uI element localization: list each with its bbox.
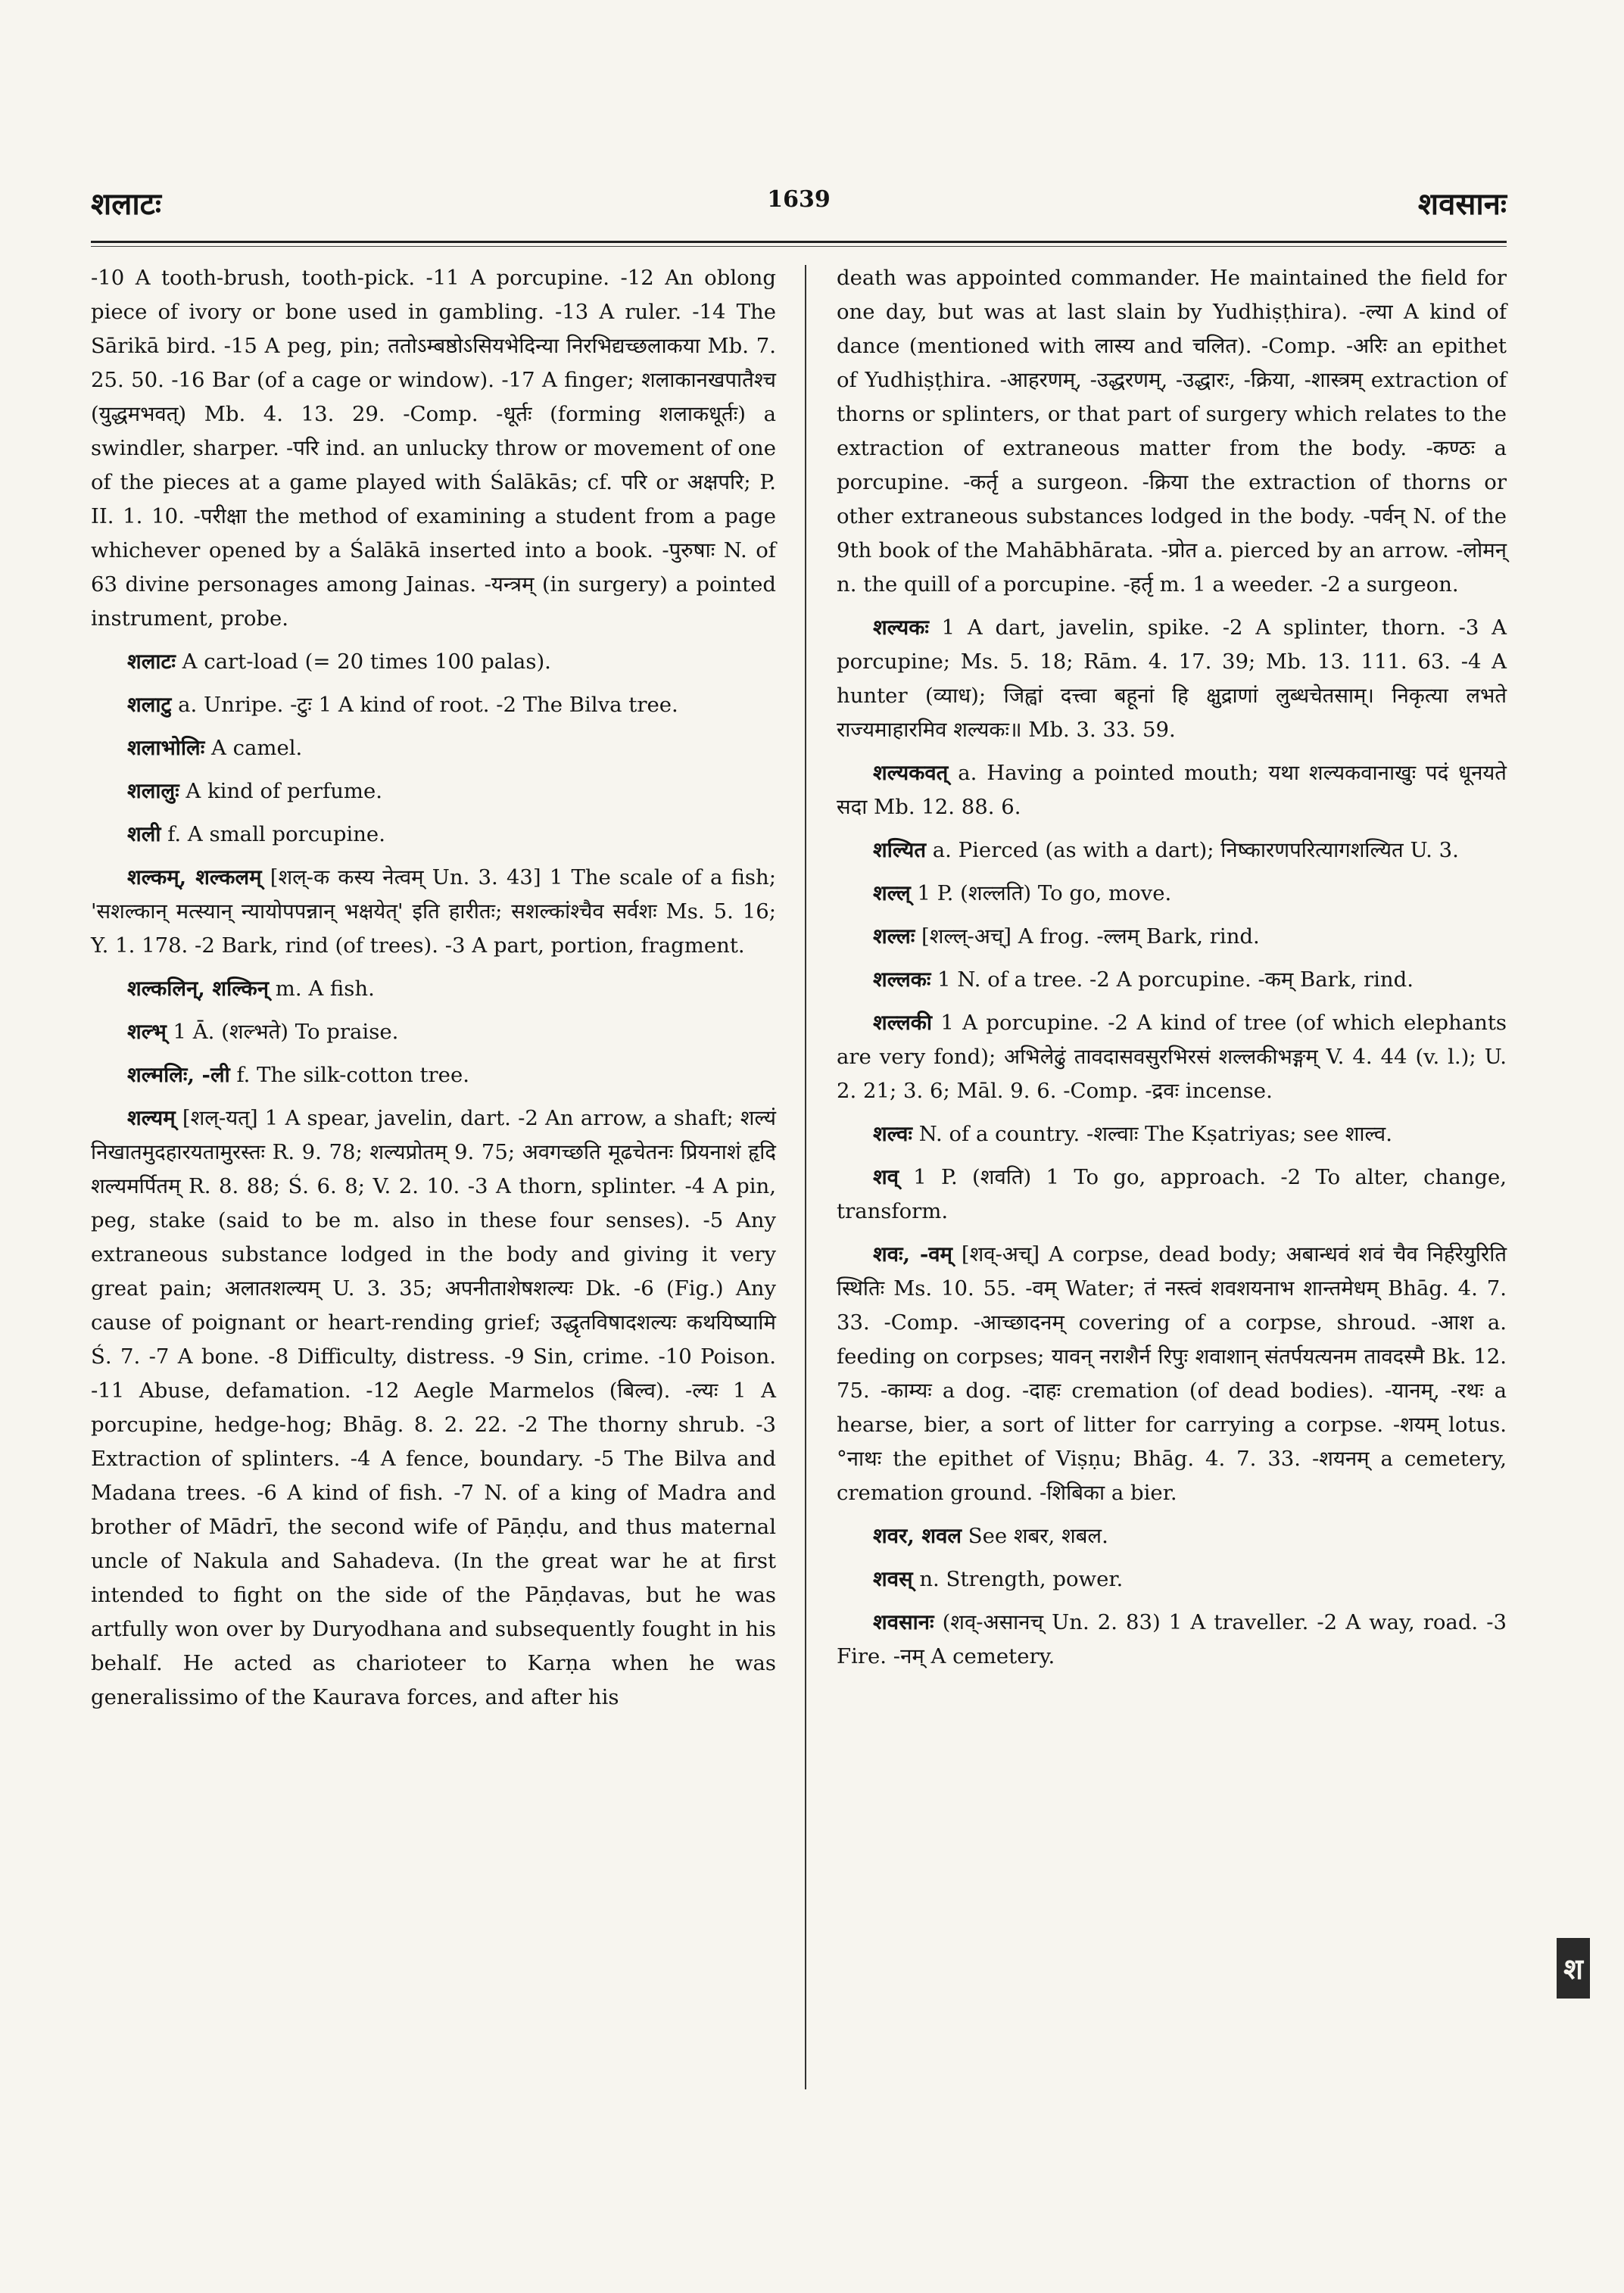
entry-definition: 1 A porcupine. -2 A kind of tree (of which elephants are very fond); अभिलेढुं तावदासवसुरभिरसं शल्लकीभङ्गम् V. 4. 44 (v. l.); U. 2. 21; 3. 6; Māl. 9. 6. -Comp. -द्रवः incense. xyxy=(837,1011,1507,1103)
dictionary-entry xyxy=(837,611,1507,747)
headword: शल्यम् xyxy=(127,1106,176,1130)
headword: शल्वः xyxy=(873,1122,912,1146)
entry-definition: 1 Ā. (शल्भते) To praise. xyxy=(166,1020,399,1044)
entry-definition: See शबर, शबल. xyxy=(962,1524,1108,1548)
dictionary-entry xyxy=(837,1606,1507,1674)
headword: शलाभोलिः xyxy=(127,736,205,760)
entry-definition: m. A fish. xyxy=(269,977,375,1001)
entry-definition: 1 P. (शवति) 1 To go, approach. -2 To alter, change, transform. xyxy=(837,1165,1507,1223)
dictionary-entry xyxy=(91,1015,776,1049)
dictionary-entry xyxy=(837,920,1507,954)
headword: शल्यित xyxy=(873,838,927,862)
entry-definition: 1 P. (शल्लति) To go, move. xyxy=(910,881,1172,905)
dictionary-entry xyxy=(837,1117,1507,1151)
headword: शल्यकः xyxy=(873,615,929,640)
headword: शल्भ् xyxy=(127,1020,167,1044)
entry-definition: f. The silk-cotton tree. xyxy=(229,1063,469,1087)
dictionary-entry xyxy=(91,688,776,722)
dictionary-entry xyxy=(837,1519,1507,1553)
dictionary-entry xyxy=(837,756,1507,824)
entry-definition: A camel. xyxy=(204,736,303,760)
header-rule xyxy=(91,241,1507,247)
entry-definition: [शल्-क कस्य नेत्वम् Un. 3. 43] 1 The scale of a fish; 'सशल्कान् मत्स्यान् न्यायोपपन्नान् भक्षयेत्' इति हारीतः; सशल्कांश्चैव सर्वशः Ms. 5. 16; Y. 1. 178. -2 Bark, rind (of trees). -3 A part, portion, fragment. xyxy=(91,865,776,958)
headword: शल्कम्, शल्कलम् xyxy=(127,865,262,889)
dictionary-entry xyxy=(91,818,776,852)
entry-definition: a. Having a pointed mouth; यथा शल्यकवानाखुः पदं धूनयते सदा Mb. 12. 88. 6. xyxy=(837,761,1507,819)
entry-definition: [शल्ल्-अच्] A frog. -ल्लम् Bark, rind. xyxy=(915,924,1260,949)
headword: शलालुः xyxy=(127,779,179,803)
headword: शल्ल् xyxy=(873,881,911,905)
dictionary-entry xyxy=(837,261,1507,602)
entry-definition: 1 A dart, javelin, spike. -2 A splinter, thorn. -3 A porcupine; Ms. 5. 18; Rām. 4. 17. 39; Mb. 13. 111. 63. -4 A hunter (व्याध); जिह्वां दत्त्वा बहूनां हि क्षुद्राणां लुब्धचेतसाम्। निकृत्या लभते राज्यमाहारमिव शल्यकः॥ Mb. 3. 33. 59. xyxy=(837,615,1507,742)
headword: शल्कलिन्, शल्किन् xyxy=(127,977,270,1001)
dictionary-entry xyxy=(91,774,776,808)
entry-definition: [शव्-अच्] A corpse, dead body; अबान्धवं शवं चैव निर्हरेयुरिति स्थितिः Ms. 10. 55. -वम् Water; तं नस्त्वं शवशयनाभ शान्तमेधम् Bhāg. 4. 7. 33. -Comp. -आच्छादनम् covering of a corpse, shroud. -आश a. feeding on corpses; यावन् नराशैर्न रिपुः शवाशान् संतर्पयत्यनम तावदस्मै Bk. 12. 75. -काम्यः a dog. -दाहः cremation (of dead bodies). -यानम्, -रथः a hearse, bier, a sort of litter for carrying a corpse. -शयम् lotus. °नाथः the epithet of Viṣṇu; Bhāg. 4. 7. 33. -शयनम् a cemetery, cremation ground. -शिबिका a bier. xyxy=(837,1242,1507,1505)
dictionary-entry xyxy=(837,1161,1507,1229)
thumb-index-tab: श xyxy=(1557,1938,1590,1999)
dictionary-entry xyxy=(91,645,776,679)
dictionary-entry xyxy=(91,1101,776,1715)
entry-definition: -10 A tooth-brush, tooth-pick. -11 A porcupine. -12 An oblong piece of ivory or bone used in gambling. -13 A ruler. -14 The Sārikā bird. -15 A peg, pin; ततोऽम्बष्ठोऽसियभेदिन्या निरभिद्यच्छलाकया Mb. 7. 25. 50. -16 Bar (of a cage or window). -17 A finger; शलाकानखपातैश्च (युद्धमभवत्) Mb. 4. 13. 29. -Comp. -धूर्तः (forming शलाकधूर्तः) a swindler, sharper. -परि ind. an unlucky throw or movement of one of the pieces at a game played with Śalākās; cf. परि or अक्षपरि; P. II. 1. 10. -परीक्षा the method of examining a student from a page whichever opened by a Śalākā inserted into a book. -पुरुषाः N. of 63 divine personages among Jainas. -यन्त्रम् (in surgery) a pointed instrument, probe. xyxy=(91,266,776,631)
dictionary-entry xyxy=(91,1058,776,1092)
headword: शवस् xyxy=(873,1567,913,1591)
dictionary-entry xyxy=(91,972,776,1006)
dictionary-entry xyxy=(837,833,1507,868)
entry-definition: A kind of perfume. xyxy=(179,779,383,803)
headword: शलाटु xyxy=(127,693,172,717)
entry-definition: [शल्-यत्] 1 A spear, javelin, dart. -2 An arrow, a shaft; शल्यं निखातमुदहारयतामुरस्तः R. 9. 78; शल्यप्रोतम् 9. 75; अवगच्छति मूढचेतनः प्रियनाशं हृदि शल्यमर्पितम् R. 8. 88; Ś. 6. 8; V. 2. 10. -3 A thorn, splinter. -4 A pin, peg, stake (said to be m. also in these four senses). -5 Any extraneous substance lodged in the body and giving it very great pain; अलातशल्यम् U. 3. 35; अपनीताशेषशल्यः Dk. -6 (Fig.) Any cause of poignant or heart-rending grief; उद्धृतविषादशल्यः कथयिष्यामि Ś. 7. -7 A bone. -8 Difficulty, distress. -9 Sin, crime. -10 Poison. -11 Abuse, defamation. -12 Aegle Marmelos (बिल्व). -ल्यः 1 A porcupine, hedge-hog; Bhāg. 8. 2. 22. -2 The thorny shrub. -3 Extraction of splinters. -4 A fence, boundary. -5 The Bilva and Madana trees. -6 A kind of fish. -7 N. of a king of Madra and brother of Mādrī, the second wife of Pāṇḍu, and thus maternal uncle of Nakula and Sahadeva. (In the great war he at first intended to fight on the side of the Pāṇḍavas, but he was artfully won over by Duryodhana and subsequently fought in his behalf. He acted as charioteer to Karṇa when he was generalissimo of the Kaurava forces, and after his xyxy=(91,1106,776,1709)
headword: शवसानः xyxy=(873,1610,934,1634)
headword: शलाटः xyxy=(127,650,176,674)
headword: शल्लः xyxy=(873,924,915,949)
dictionary-entry xyxy=(837,877,1507,911)
entry-definition: a. Pierced (as with a dart); निष्कारणपरित्यागशल्यित U. 3. xyxy=(926,838,1459,862)
dictionary-entry xyxy=(837,1238,1507,1510)
headword: शव् xyxy=(873,1165,899,1189)
headword: शल्लकी xyxy=(873,1011,932,1035)
dictionary-entry xyxy=(837,1006,1507,1108)
headword: शल्यकवत् xyxy=(873,761,949,785)
headword: शल्मलिः, -ली xyxy=(127,1063,230,1087)
entry-definition: f. A small porcupine. xyxy=(161,822,385,846)
headword: शवर, शवल xyxy=(873,1524,962,1548)
entry-definition: a. Unripe. -टुः 1 A kind of root. -2 The Bilva tree. xyxy=(171,693,678,717)
left-column xyxy=(91,261,776,1724)
dictionary-entry xyxy=(91,861,776,963)
entry-definition: A cart-load (= 20 times 100 palas). xyxy=(175,650,551,674)
running-head-left: शलाटः xyxy=(91,186,161,222)
dictionary-entry xyxy=(837,963,1507,997)
headword: शवः, -वम् xyxy=(873,1242,952,1266)
entry-definition: (शव्-असानच् Un. 2. 83) 1 A traveller. -2 A way, road. -3 Fire. -नम् A cemetery. xyxy=(837,1610,1507,1668)
entry-definition: 1 N. of a tree. -2 A porcupine. -कम् Bark, rind. xyxy=(930,967,1414,992)
page-header xyxy=(91,182,1507,235)
dictionary-entry xyxy=(91,731,776,765)
running-head-right: शवसानः xyxy=(1417,186,1507,222)
entry-definition: N. of a country. -शल्वाः The Kṣatriyas; see शाल्व. xyxy=(912,1122,1392,1146)
entry-definition: n. Strength, power. xyxy=(912,1567,1124,1591)
headword: शली xyxy=(127,822,161,846)
dictionary-entry xyxy=(837,1562,1507,1597)
page-number: 1639 xyxy=(767,186,831,213)
right-column xyxy=(837,261,1507,1683)
headword: शल्लकः xyxy=(873,967,931,992)
dictionary-entry xyxy=(91,261,776,636)
entry-definition: death was appointed commander. He maintained the field for one day, but was at last slain by Yudhiṣṭhira). -ल्या A kind of dance (mentioned with लास्य and चलित). -Comp. -अरिः an epithet of Yudhiṣṭhira. -आहरणम्, -उद्धरणम्, -उद्धारः, -क्रिया, -शास्त्रम् extraction of thorns or splinters, or that part of surgery which relates to the extraction of extraneous matter from the body. -कण्ठः a porcupine. -कर्तृ a surgeon. -क्रिया the extraction of thorns or other extraneous substances lodged in the body. -पर्वन् N. of the 9th book of the Mahābhārata. -प्रोत a. pierced by an arrow. -लोमन् n. the quill of a porcupine. -हर्तृ m. 1 a weeder. -2 a surgeon. xyxy=(837,266,1507,597)
column-divider xyxy=(805,265,806,2089)
